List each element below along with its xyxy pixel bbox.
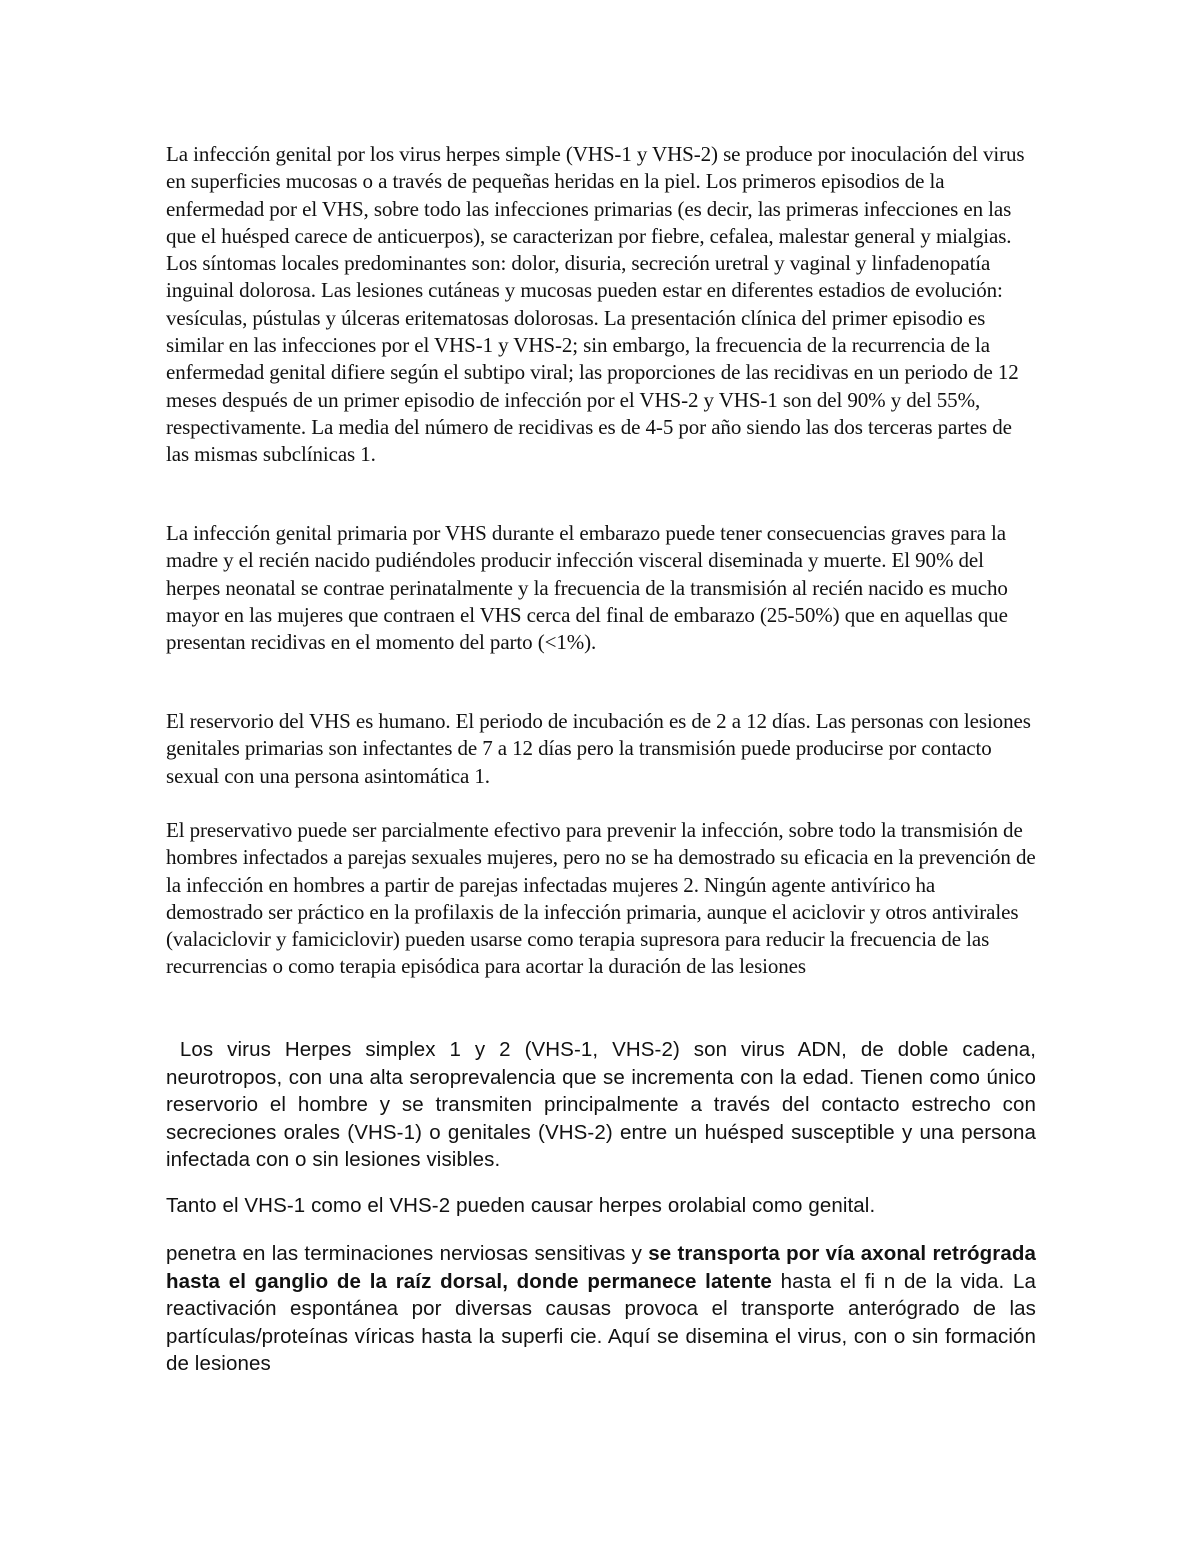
paragraph-embarazo: La infección genital primaria por VHS durante el embarazo puede tener consecuencias graves para la madre y el recién nacido pudiéndoles producir infección visceral diseminada y muerte. El 90% del herpes neonatal se contrae perinatalmente y la frecuencia de la transmisión al recién nacido es mucho mayor en las mujeres que contraen el VHS cerca del final de embarazo (25-50%) que en aquellas que presentan recidivas en el momento del parto (<1%). [166, 521, 1008, 655]
latencia-text-end: hasta el fi n de la vida. La reactivación espontánea por diversas causas provoca el transporte anterógrado de las partículas/proteínas víricas hasta la superfi cie. Aquí se disemina el virus, con o sin formación de lesiones [166, 1269, 1036, 1375]
latencia-text-start: penetra en las terminaciones nerviosas sensitivas y [166, 1242, 649, 1265]
paragraph-reservorio: El reservorio del VHS es humano. El periodo de incubación es de 2 a 12 días. Las personas con lesiones genitales primarias son infectantes de 7 a 12 días pero la transmisión puede producirse por contacto sexual con una persona asintomática 1. [166, 709, 1031, 788]
latencia-bold-text: se transporta por vía axonal retrógrada hasta el ganglio de la raíz dorsal, donde permanece latente [166, 1242, 1036, 1293]
paragraph-virus-herpes-simplex: Los virus Herpes simplex 1 y 2 (VHS-1, VHS-2) son virus ADN, de doble cadena, neurotropos, con una alta seroprevalencia que se incrementa con la edad. Tienen como único reservorio el hombre y se transmiten principalmente a través del contacto estrecho con secreciones orales (VHS-1) o genitales (VHS-2) entre un huésped susceptible y una persona infectada con o sin lesiones visibles. [166, 1038, 1042, 1171]
paragraph-preservativo: El preservativo puede ser parcialmente efectivo para prevenir la infección, sobre todo la transmisión de hombres infectados a parejas sexuales mujeres, pero no se ha demostrado su eficacia en la prevención de la infección en hombres a partir de parejas infectadas mujeres 2. Ningún agente antivírico ha demostrado ser práctico en la profilaxis de la infección primaria, aunque el aciclovir y otros antivirales (valaciclovir y famiciclovir) pueden usarse como terapia supresora para reducir la frecuencia de las recurrencias o como terapia episódica para acortar la duración de las lesiones [166, 818, 1036, 979]
paragraph-latencia [166, 1240, 1036, 1378]
paragraph-infeccion-genital: La infección genital por los virus herpes simple (VHS-1 y VHS-2) se produce por inoculación del virus en superficies mucosas o a través de pequeñas heridas en la piel. Los primeros episodios de la enfermedad por el VHS, sobre todo las infecciones primarias (es decir, las primeras infecciones en las que el huésped carece de anticuerpos), se caracterizan por fiebre, cefalea, malestar general y mialgias. Los síntomas locales predominantes son: dolor, disuria, secreción uretral y vaginal y linfadenopatía inguinal dolorosa. Las lesiones cutáneas y mucosas pueden estar en diferentes estadios de evolución: vesículas, pústulas y úlceras eritematosas dolorosas. La presentación clínica del primer episodio es similar en las infecciones por el VHS-1 y VHS-2; sin embargo, la frecuencia de la recurrencia de la enfermedad genital difiere según el subtipo viral; las proporciones de las recidivas en un periodo de 12 meses después de un primer episodio de infección por el VHS-2 y VHS-1 son del 90% y del 55%, respectivamente. La media del número de recidivas es de 4-5 por año siendo las dos terceras partes de las mismas subclínicas 1. [166, 142, 1025, 467]
paragraph-herpes-orolabial: Tanto el VHS-1 como el VHS-2 pueden causar herpes orolabial como genital. [166, 1194, 876, 1217]
